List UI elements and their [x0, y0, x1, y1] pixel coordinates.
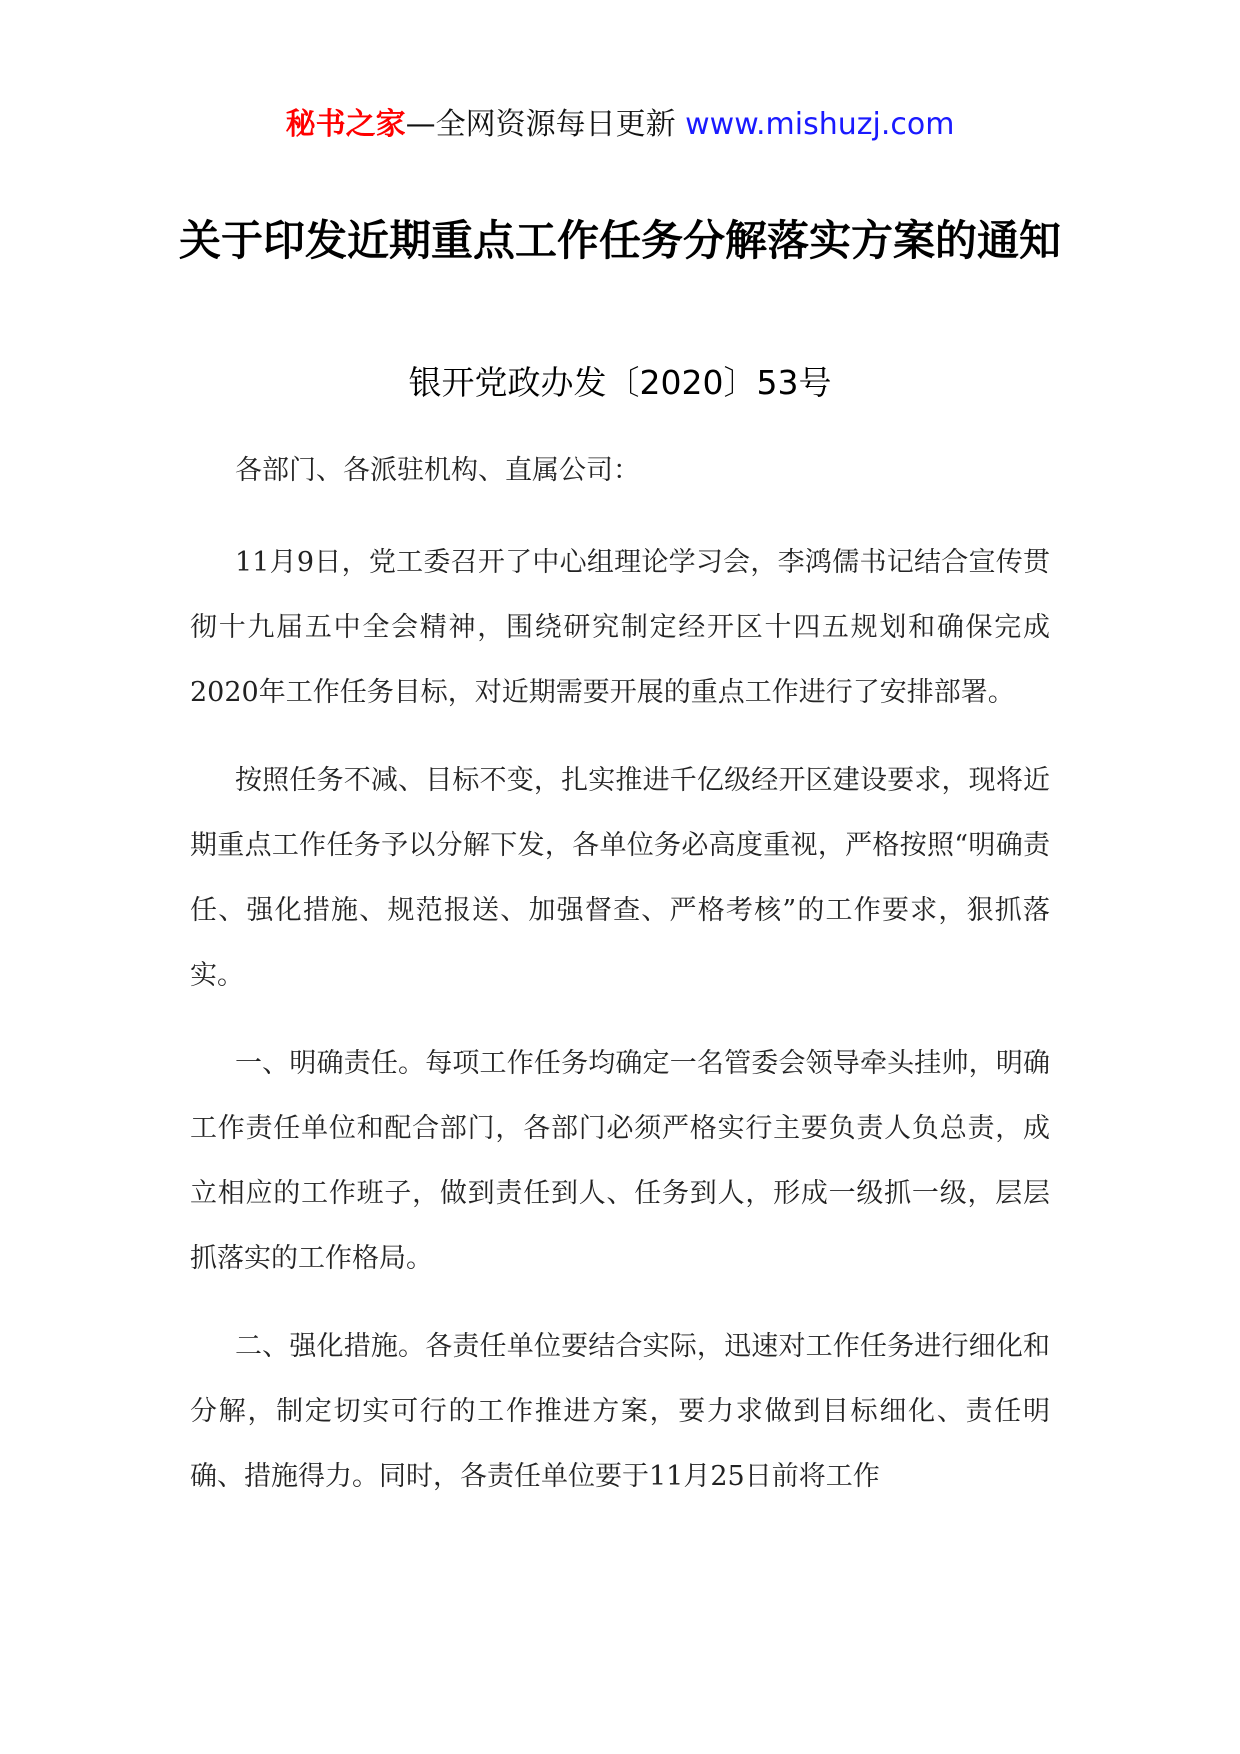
salutation: 各部门、各派驻机构、直属公司：	[235, 455, 640, 486]
document-title: 关于印发近期重点工作任务分解落实方案的通知	[178, 216, 1061, 265]
body-paragraph: 按照任务不减、目标不变，扎实推进千亿级经开区建设要求，现将近期重点工作任务予以分解下发，各单位务必高度重视，严格按照“明确责任、强化措施、规范报送、加强督查、严格考核”的工作要求，狠抓落实。	[190, 765, 1050, 991]
body-paragraph: 11月9日，党工委召开了中心组理论学习会，李鸿儒书记结合宣传贯彻十九届五中全会精神，围绕研究制定经开区十四五规划和确保完成2020年工作任务目标，对近期需要开展的重点工作进行了安排部署。	[190, 547, 1050, 708]
body-paragraph: 二、强化措施。各责任单位要结合实际，迅速对工作任务进行细化和分解，制定切实可行的工作推进方案，要力求做到目标细化、责任明确、措施得力。同时，各责任单位要于11月25日前将工作	[190, 1331, 1050, 1492]
site-slogan: —全网资源每日更新	[405, 107, 686, 142]
document-body	[190, 438, 1050, 1532]
site-url-link[interactable]: www.mishuzj.com	[685, 107, 955, 142]
site-header	[0, 100, 1240, 150]
site-brand: 秘书之家	[285, 107, 406, 142]
document-number: 银开党政办发〔2020〕53号	[408, 363, 832, 402]
body-paragraph: 一、明确责任。每项工作任务均确定一名管委会领导牵头挂帅，明确工作责任单位和配合部门，各部门必须严格实行主要负责人负总责，成立相应的工作班子，做到责任到人、任务到人，形成一级抓一级，层层抓落实的工作格局。	[190, 1048, 1050, 1274]
